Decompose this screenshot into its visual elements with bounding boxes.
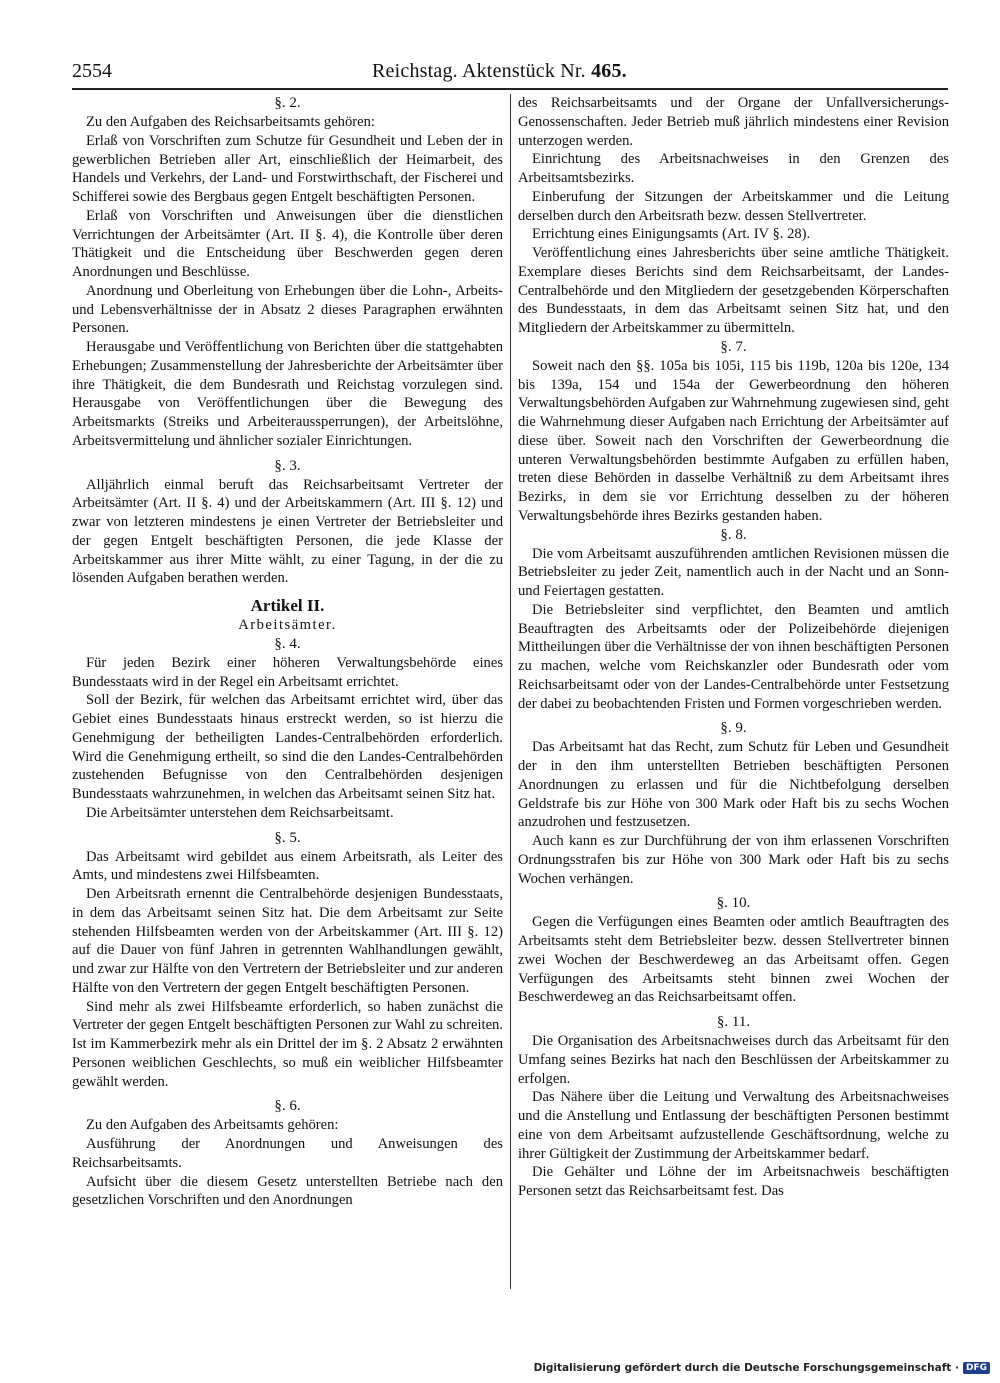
paragraph: Herausgabe und Veröffentlichung von Berichten über die stattgehabten Erhebungen; Zusammenstellung der Jahresberichte der Arbeitsämter über ihre Thätigkeit, die dem Bundesrath und Reichstag vorzulegen sind. Herausgabe von Veröffentlichungen über die Bewegung des Arbeitsmarkts (Streiks und Arbeiteraussperrungen), der Arbeitslöhne, Arbeitsvermittelung und ähnlicher sozialer Einrichtungen. [72,339,503,449]
paragraph: Einrichtung des Arbeitsnachweises in den Grenzen des Arbeitsamtsbezirks. [518,151,949,186]
paragraph: des Reichsarbeitsamts und der Organe der Unfallversicherungs-Genossenschaften. Jeder Betrieb muß jährlich mindestens einer Revision unterzogen werden. [518,95,949,149]
article-heading: Artikel II. [250,596,325,615]
paragraph: Den Arbeitsrath ernennt die Centralbehörde desjenigen Bundesstaats, in dem das Arbeitsamt seinen Sitz hat. Die dem Arbeitsamt zur Seite stehenden Hilfsbeamten werden von der Arbeitskammer (Art. III §. 12) auf die Dauer von fünf Jahren in getrennten Wahlhandlungen gewählt, und zwar zur Hälfte von den Vertretern der Betriebsleiter und zur anderen Hälfte von den Vertretern der gegen Entgelt beschäftigten Personen. [72,886,503,996]
paragraph: Erlaß von Vorschriften zum Schutze für Gesundheit und Leben der in gewerblichen Betrieben aller Art, einschließlich der Heimarbeit, des Handels und Verkehrs, der Land- und Forstwirthschaft, der Fischerei und Schifferei sowie des Bergbaus gegen Entgelt beschäftigten Personen. [72,132,503,205]
section-heading: §. 10. [716,895,751,912]
paragraph: Die Gehälter und Löhne der im Arbeitsnachweis beschäftigten Personen setzt das Reichsarbeitsamt fest. Das [518,1164,949,1199]
paragraph: Gegen die Verfügungen eines Beamten oder amtlich Beauftragten des Arbeitsamts steht dem Betriebsleiter bezw. dessen Stellvertreter binnen zwei Wochen der Beschwerdeweg an das Arbeitsamt offen. Gegen Verfügungen des Arbeitsamts steht binnen zwei Wochen der Beschwerdeweg an das Reichsarbeitsamt offen. [518,914,949,1006]
right-column [518,94,949,1294]
column-divider [510,94,511,1289]
section-heading: §. 7. [720,338,747,355]
paragraph: Aufsicht über die diesem Gesetz unterstellten Betriebe nach den gesetzlichen Vorschriften und den Anordnungen [72,1173,503,1209]
section-heading: §. 3. [274,457,301,474]
digitization-footer [534,1359,990,1377]
paragraph: Alljährlich einmal beruft das Reichsarbeitsamt Vertreter der Arbeitsämter (Art. II §. 4) und der Arbeitskammern (Art. III §. 12) und zwar von letzteren mindestens je einen Vertreter der Betriebsleiter und der gegen Entgelt beschäftigten Personen, die jede Klasse der Arbeitskammer aus ihrer Mitte wählt, zu einer Tagung, in der die zu lösenden Aufgaben berathen werden. [72,476,503,587]
paragraph: Die Arbeitsämter unterstehen dem Reichsarbeitsamt. [86,804,394,821]
section-heading: §. 5. [274,829,301,846]
paragraph: Zu den Aufgaben des Reichsarbeitsamts gehören: [86,114,375,130]
article-subheading: Arbeitsämter. [238,617,337,633]
paragraph: Die Betriebsleiter sind verpflichtet, den Beamten und amtlich Beauftragten des Arbeitsamts oder der Polizeibehörde diejenigen Mittheilungen über die Verhältnisse der von ihnen beschäftigten Personen zu machen, welche vom Reichskanzler oder Bundesrath oder vom Reichsarbeitsamt oder von der Landes-Centralbehörde unter Festsetzung der dabei zu beobachtenden Fristen und Formen vorgeschrieben werden. [518,601,949,712]
paragraph: Das Arbeitsamt hat das Recht, zum Schutz für Leben und Gesundheit der in den ihm unterstellten Betrieben beschäftigten Personen Anordnungen zu erlassen und für die Nichtbefolgung derselben Geldstrafe bis zur Höhe von 300 Mark oder Haft bis zu sechs Wochen anzudrohen und festzusetzen. [518,739,949,831]
paragraph: Die Organisation des Arbeitsnachweises durch das Arbeitsamt für den Umfang seines Bezirks hat nach den Beschlüssen der Arbeitskammer zu erfolgen. [518,1033,949,1087]
paragraph: Soll der Bezirk, für welchen das Arbeitsamt errichtet wird, über das Gebiet eines Bundesstaats hinaus erstreckt werden, so ist hierzu die Genehmigung der betheiligten Landes-Centralbehörden erforderlich. Wird die Genehmigung ertheilt, so sind die den Landes-Centralbehörden zustehenden Befugnisse von den Centralbehörden desjenigen Bundesstaats wahrzunehmen, in welchen das Arbeitsamt seinen Sitz hat. [72,692,503,802]
paragraph: Erlaß von Vorschriften und Anweisungen über die dienstlichen Verrichtungen der Arbeitsämter (Art. II §. 4), die Kontrolle über deren Thätigkeit und die Entscheidung über Beschwerden gegen deren Anordnungen und Beschlüsse. [72,207,503,280]
paragraph: Die vom Arbeitsamt auszuführenden amtlichen Revisionen müssen die Betriebsleiter zu jeder Zeit, namentlich auch in der Nacht und an Sonn- und Feiertagen gestatten. [518,545,949,599]
paragraph: Auch kann es zur Durchführung der von ihm erlassenen Vorschriften Ordnungsstrafen bis zur Höhe von 300 Mark oder Haft bis zu sechs Wochen verhängen. [518,833,949,887]
paragraph: Zu den Aufgaben des Arbeitsamts gehören: [86,1117,339,1134]
document-page [72,58,948,1308]
running-title-prefix: Reichstag. Aktenstück Nr. [372,60,586,82]
left-column [72,94,503,1294]
paragraph: Veröffentlichung eines Jahresberichts über seine amtliche Thätigkeit. Exemplare dieses Berichts sind dem Reichsarbeitsamt, der Landes-Centralbehörde und den Mitgliedern der gesetzgebenden Körperschaften des Bundesstaats, in dem das Arbeitsamt seinen Sitz hat, und den Mitgliedern der Arbeitskammer zu übermitteln. [518,245,949,336]
section-heading: §. 4. [274,635,301,652]
footer-credit-text: Digitalisierung gefördert durch die Deutsche Forschungsgemeinschaft · [533,1362,959,1374]
section-heading: §. 6. [274,1098,301,1115]
paragraph: Für jeden Bezirk einer höheren Verwaltungsbehörde eines Bundesstaats wird in der Regel ein Arbeitsamt errichtet. [72,654,503,690]
running-title [372,60,627,83]
section-heading: §. 2. [274,95,301,111]
paragraph: Ausführung der Anordnungen und Anweisungen des Reichsarbeitsamts. [72,1136,503,1171]
paragraph: Das Arbeitsamt wird gebildet aus einem Arbeitsrath, als Leiter des Amts, und mindestens zwei Hilfsbeamten. [72,848,503,884]
paragraph: Soweit nach den §§. 105a bis 105i, 115 bis 119b, 120a bis 120e, 134 bis 139a, 154 und 154a der Gewerbeordnung den höheren Verwaltungsbehörden Aufgaben zur Wahrnehmung zugewiesen sind, geht die Wahrnehmung dieser Aufgaben nach Errichtung der Arbeitsämter auf diese über. Soweit nach den Vorschriften der Gewerbeordnung die unteren Verwaltungsbehörden bestimmte Aufgaben zu erfüllen haben, treten diese Behörden in dasselbe Verhältniß zu dem Arbeitsamt ihres Bezirks, in dem sie vor Errichtung desselben zu der höheren Verwaltungsbehörde ihres Bezirks gestanden haben. [518,357,949,524]
section-heading: §. 8. [720,526,747,543]
paragraph: Errichtung eines Einigungsamts (Art. IV §. 28). [532,226,811,243]
paragraph: Einberufung der Sitzungen der Arbeitskammer und die Leitung derselben durch den Arbeitsrath bezw. dessen Stellvertreter. [518,188,949,224]
paragraph: Sind mehr als zwei Hilfsbeamte erforderlich, so haben zunächst die Vertreter der gegen Entgelt beschäftigten Personen zur Wahl zu schreiten. Ist im Kammerbezirk mehr als ein Drittel der im §. 2 Absatz 2 erwähnten Personen weiblichen Geschlechts, so muß ein weiblicher Hilfsbeamter gewählt werden. [72,998,503,1090]
section-heading: §. 9. [720,720,747,737]
document-number: 465. [591,60,627,82]
page-number: 2554 [72,60,112,82]
page-header [72,58,948,90]
paragraph: Das Nähere über die Leitung und Verwaltung des Arbeitsnachweises und die Anstellung und Entlassung der beschäftigten Personen bestimmt eine von dem Arbeitsamt aufzustellende Geschäftsordnung, welche zu ihrer Gültigkeit der Zustimmung der Arbeitskammer bedarf. [518,1089,949,1162]
dfg-logo-icon: DFG [963,1362,990,1374]
paragraph: Anordnung und Oberleitung von Erhebungen über die Lohn-, Arbeits- und Lebensverhältnisse der in Absatz 2 dieses Paragraphen erwähnten Personen. [72,282,503,337]
section-heading: §. 11. [716,1014,751,1030]
